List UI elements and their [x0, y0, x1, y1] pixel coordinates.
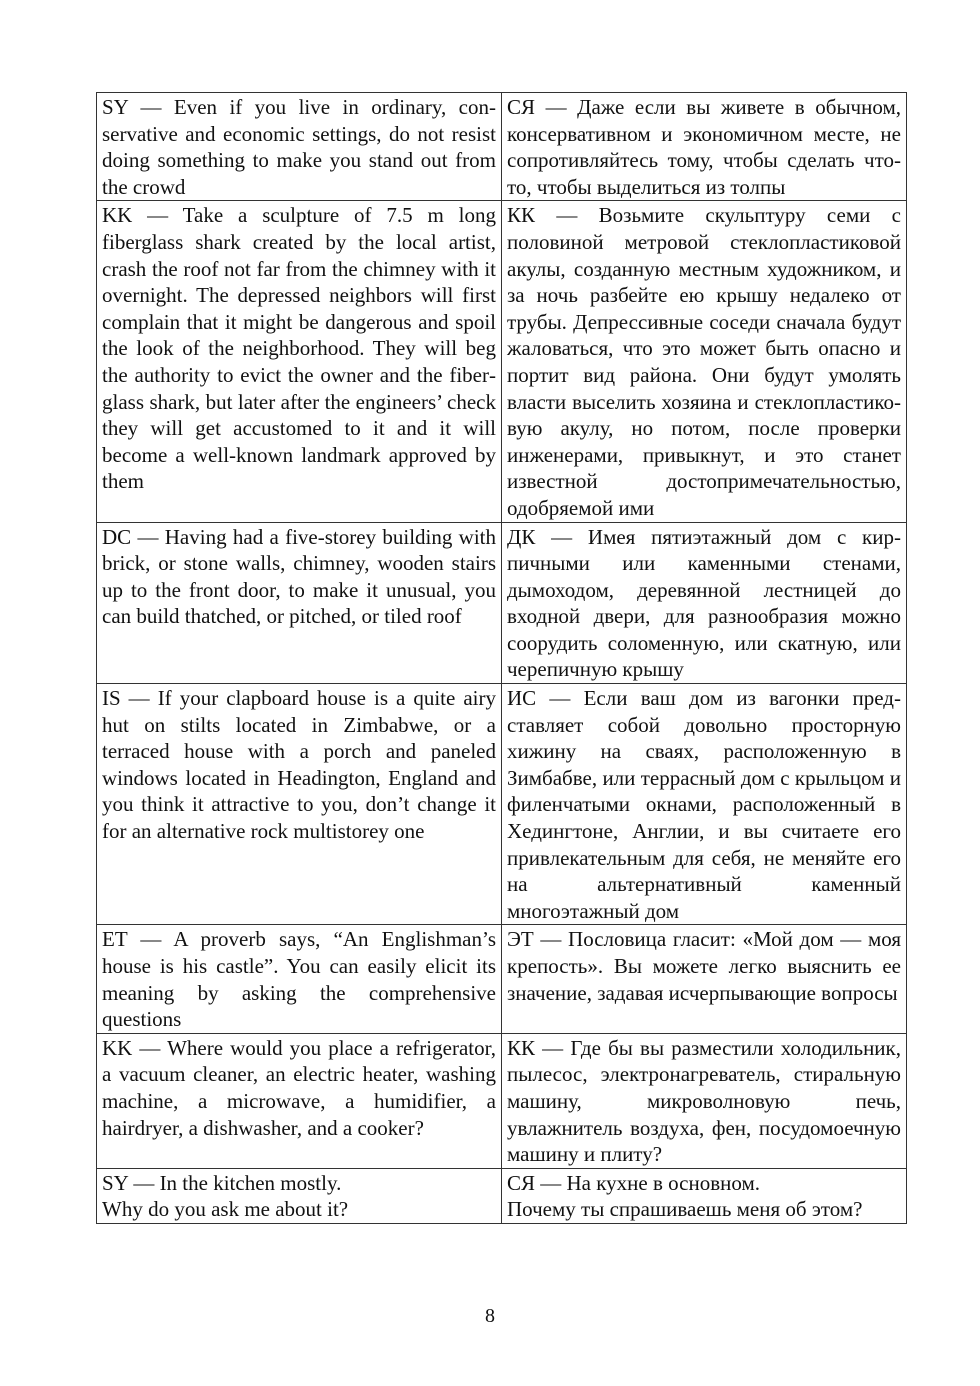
russian-cell-text: ЭТ — Пословица гласит: «Мой дом — моя крепость». Вы можете легко выяснить ее значение, задавая исчерпывающие вопросы: [507, 927, 901, 1005]
russian-cell-text: ДК — Имея пятиэтажный дом с кирпичными или каменными стенами, дымоходом, деревянной лестницей до входной двери, для разнообразия можно соорудить соломенную, или скатную, или черепичную крышу: [507, 524, 901, 682]
english-cell: [97, 201, 502, 522]
english-cell-text: DC — Having had a five-storey building with brick, or stone walls, chimney, wooden stairs up to the front door, to make it unusual, you can build thatched, or pitched, or tiled roof: [102, 524, 496, 629]
english-cell: [97, 925, 502, 1033]
table-row: [97, 201, 907, 522]
table-row: [97, 684, 907, 925]
russian-cell: [502, 201, 907, 522]
russian-cell-text: ИС — Если ваш дом из вагонки представляет собой довольно просторную хижину на сваях, расположенную в Зимбабве, или террасный дом с крыльцом и филенчатыми окнами, расположенный в Хедингтоне, Англии, и вы считаете его привлекательным для себя, не меняйте его на альтернативный каменный многоэтажный дом: [507, 686, 901, 923]
table-row: [97, 522, 907, 684]
dialogue-table: [96, 92, 907, 1224]
russian-cell-text: СЯ — На кухне в основном.: [507, 1170, 761, 1195]
table-row: [97, 925, 907, 1033]
english-cell-text: ET — A proverb says, “An Englishman’s house is his castle”. You can easily elicit its meaning by asking the comprehensive questions: [102, 927, 496, 1032]
english-cell: [97, 93, 502, 201]
english-cell-text: IS — If your clapboard house is a quite airy hut on stilts located in Zimbabwe, or a terraced house with a porch and paneled windows located in Headington, England and you think it attractive to you, don’t change it for an alternative rock multistorey one: [102, 686, 496, 844]
russian-cell: [502, 93, 907, 201]
dialogue-table-body: [97, 93, 907, 1224]
english-cell-text: Why do you ask me about it?: [102, 1197, 349, 1222]
english-cell-text: SY — Even if you live in ordinary, conservative and economic settings, do not resist doing something to make you stand out from the crowd: [102, 95, 496, 199]
english-cell: [97, 1033, 502, 1168]
russian-cell: [502, 925, 907, 1033]
table-row: [97, 93, 907, 201]
russian-cell: [502, 1168, 907, 1223]
russian-cell: [502, 522, 907, 684]
page-number: 8: [485, 1305, 495, 1327]
russian-cell: [502, 684, 907, 925]
russian-cell-text: СЯ — Даже если вы живете в обычном, консервативном и экономичном месте, не сопротивляйтесь тому, чтобы сделать что-то, чтобы выделиться из толпы: [507, 95, 901, 199]
russian-cell-text: Почему ты спрашиваешь меня об этом?: [507, 1197, 863, 1222]
english-cell-text: KK — Where would you place a refrigerator, a vacuum cleaner, an electric heater, washing machine, a microwave, a humidifier, a hairdryer, a dishwasher, and a cooker?: [102, 1035, 496, 1140]
english-cell: [97, 1168, 502, 1223]
russian-cell-text: КК — Где бы вы разместили холодильник, пылесос, электронагреватель, стиральную машину, микроволновую печь, увлажнитель воздуха, фен, посудомоечную машину и плиту?: [507, 1035, 901, 1167]
russian-cell: [502, 1033, 907, 1168]
table-row: [97, 1168, 907, 1223]
english-cell: [97, 684, 502, 925]
russian-cell-text: КК — Возьмите скульптуру семи с половиной метровой стеклопластиковой акулы, созданную местным художником, и за ночь разбейте ею крышу недалеко от трубы. Депрессивные соседи сначала будут жаловаться, что это может быть опасно и портит вид района. Они будут умолять власти выселить хозяина и стеклопластиковую акулу, но потом, после проверки инженерами, привыкнут, и это станет известной достопримечательностью, одобряемой ими: [507, 203, 901, 520]
english-cell: [97, 522, 502, 684]
english-cell-text: KK — Take a sculpture of 7.5 m long fiberglass shark created by the local artist, crash the roof not far from the chimney with it overnight. The depressed neighbors will first complain that it might be dangerous and spoil the look of the neighborhood. They will beg the authority to evict the owner and the fiberglass shark, but later after the engineers’ check they will get accustomed to it and it will become a well-known landmark approved by them: [102, 203, 496, 494]
english-cell-text: SY — In the kitchen mostly.: [102, 1170, 342, 1195]
table-row: [97, 1033, 907, 1168]
